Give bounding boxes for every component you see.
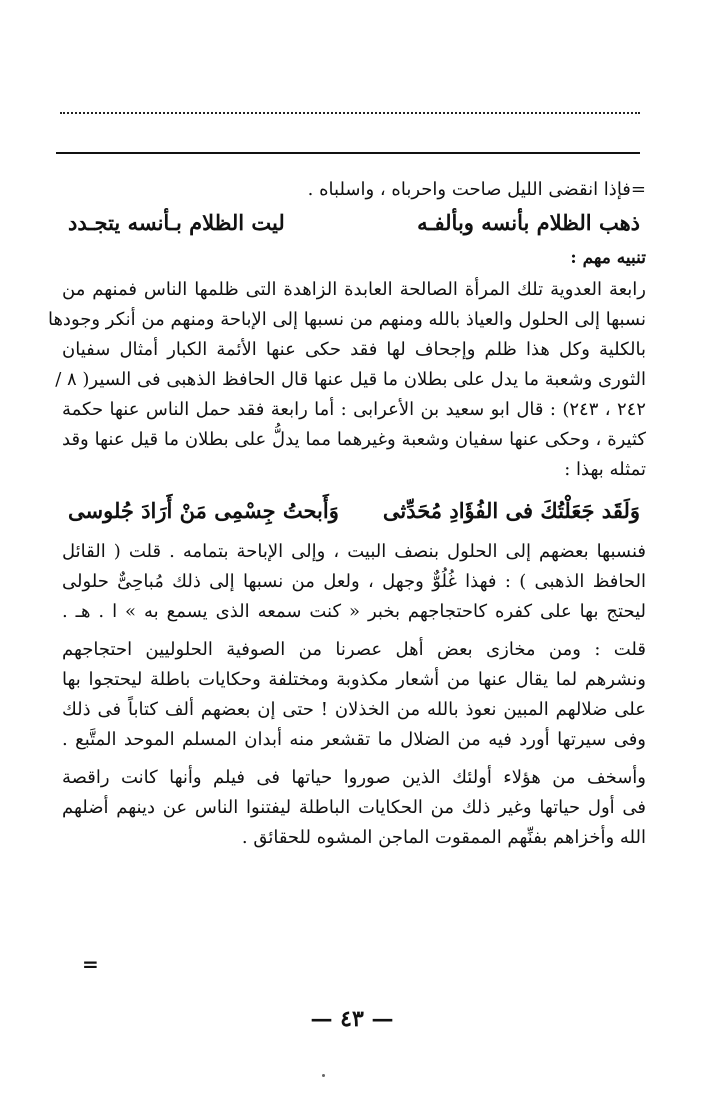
text-line: الحافظ الذهبى ) : فهذا غُلُوٌّ وجهل ، ولعل من نسبها إلى ذلك مُباحِىٌّ حلولى	[62, 571, 646, 592]
text-line: ٢٤٢ ، ٢٤٣) : قال ابو سعيد بن الأعرابى : أما رابعة فقد حمل الناس عنها حكمة	[62, 399, 646, 420]
paragraph-1	[47, 275, 646, 485]
verse-2-right: وَلَقَد جَعَلْتُكَ فى الفُؤَادِ مُحَدِّثى	[382, 498, 640, 523]
verse-1	[62, 205, 646, 241]
paragraph-2	[62, 537, 646, 627]
text-line: رابعة العدوية تلك المرأة الصالحة العابدة الزاهدة التى ظلمها الناس فمنهم من	[62, 279, 646, 300]
text-line: ليحتج بها على كفره كاحتجاجهم بخبر « كنت سمعه الذى يسمع به » ا . هـ .	[62, 601, 646, 622]
verse-1-right: ذهب الظلام بأنسه وبألفـه	[417, 210, 640, 235]
note-heading: تنبيه مهم :	[570, 248, 646, 268]
continuation-mark: =	[82, 952, 99, 976]
paragraph-4	[62, 763, 646, 853]
text-line: وفى سيرتها أورد فيه من الضلال ما تقشعر منه أبدان المسلم الموحد المتَّبع .	[62, 729, 646, 750]
text-line: تمثله بهذا :	[564, 459, 646, 480]
verse-2-left: وَأَبحتُ جِسْمِى مَنْ أَرَادَ جُلوسى	[68, 498, 339, 523]
paragraph-3	[62, 635, 646, 755]
text-line: بالكلية وكل هذا ظلم وإجحاف لها فقد حكى عنها الأئمة الكبار أمثال سفيان	[62, 339, 646, 360]
dotted-separator	[60, 112, 640, 114]
text-line: فنسبها بعضهم إلى الحلول بنصف البيت ، وإلى الإباحة بتمامه . قلت ( القائل	[62, 541, 646, 562]
text-line: فى أول حياتها وغير ذلك من الحكايات الباطلة ليفتنوا الناس عن دينهم أضلهم	[62, 797, 646, 818]
text-line: ونشرهم لما يقال عنها من أشعار مكذوبة ومختلفة وحكايات باطلة ليحتجوا بها	[62, 669, 646, 690]
text-line: الثورى وشعبة ما يدل على بطلان ما قيل عنها قال الحافظ الذهبى فى السير( ٨ /	[55, 369, 646, 390]
text-line: الله وأخزاهم بفنِّهم الممقوت الماجن المشوه للحقائق .	[241, 827, 646, 848]
intro-line: =فإذا انقضى الليل صاحت واحرباه ، واسلباه .	[307, 179, 646, 200]
page-number: — ٤٣ —	[310, 1006, 394, 1032]
verse-1-left: ليت الظلام بـأنسه يتجـدد	[68, 210, 285, 235]
text-line: نسبها إلى الحلول والعياذ بالله ومنهم من نسبها إلى الإباحة ومنهم من أنكر وجودها	[47, 309, 646, 330]
footnote-rule	[56, 152, 640, 154]
print-speck	[322, 1074, 325, 1077]
verse-2	[62, 493, 646, 529]
text-line: على ضلالهم المبين نعوذ بالله من الخذلان ! حتى إن بعضهم ألف كتاباً فى ذلك	[62, 699, 646, 720]
text-line: وأسخف من هؤلاء أولئك الذين صوروا حياتها فى فيلم وأنها كانت راقصة	[62, 767, 646, 788]
text-line: كثيرة ، وحكى عنها سفيان وشعبة وغيرهما مما يدلُّ على بطلان ما قيل عنها وقد	[62, 429, 646, 450]
text-line: قلت : ومن مخازى بعض أهل عصرنا من الصوفية الحلوليين احتجاجهم	[62, 639, 646, 660]
page-body	[47, 175, 646, 853]
